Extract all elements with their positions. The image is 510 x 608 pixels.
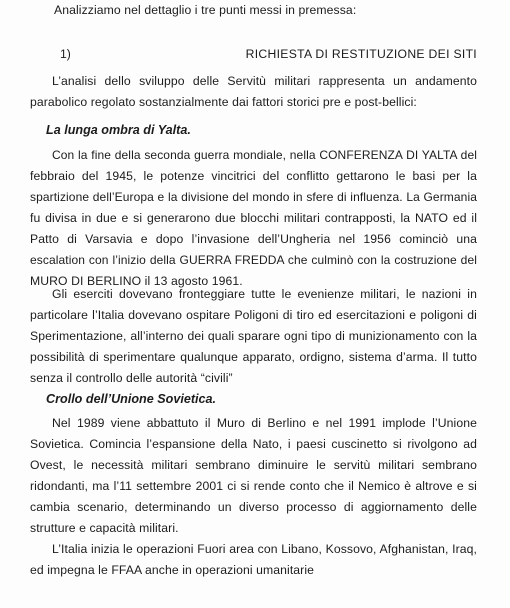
paragraph-line: fu divisa in due e si generarono due blocchi militari contrapposti, la NATO ed il [30, 211, 477, 225]
intro-line: Analizziamo nel dettaglio i tre punti messi in premessa: [54, 3, 357, 17]
heading-yalta: La lunga ombra di Yalta. [46, 123, 191, 137]
paragraph-line: ridondanti, ma l’11 settembre 2001 ci si rende conto che il Nemico è altrove e si [30, 479, 477, 493]
paragraph-line: Sovietica. Comincia l’espansione della Nato, i paesi cuscinetto si rivolgono ad [30, 437, 477, 451]
paragraph-line: possibilità di sperimentare qualunque apparato, ordigno, sistema d’arma. Il tutto [30, 350, 477, 364]
paragraph-soviet-collapse [30, 413, 477, 539]
paragraph-line: senza il controllo delle autorità “civili” [30, 371, 233, 385]
paragraph-yalta [30, 145, 477, 292]
heading-soviet-collapse: Crollo dell’Unione Sovietica. [46, 392, 217, 406]
paragraph-line: ed impegna le FFAA anche in operazioni umanitarie [30, 563, 315, 577]
paragraph-line: L’Italia inizia le operazioni Fuori area con Libano, Kossovo, Afghanistan, Iraq, [52, 542, 477, 556]
paragraph-line: Patto di Varsavia e dopo l’invasione dell’Ungheria nel 1956 cominciò una [30, 232, 477, 246]
paragraph-line: cambia scenario, determinando un diverso processo di aggiornamento delle [30, 500, 477, 514]
paragraph-line: escalation con l’inizio della GUERRA FREDDA che culminò con la costruzione del [30, 253, 477, 267]
paragraph-line: spartizione dell’Europa e la divisione del mondo in sfere di influenza. La Germania [30, 190, 477, 204]
paragraph-line: MURO DI BERLINO il 13 agosto 1961. [30, 274, 243, 288]
intro-text [54, 0, 474, 21]
paragraph-line: febbraio del 1945, le potenze vincitrici del conflitto gettarono le basi per la [30, 169, 477, 183]
paragraph-analysis [30, 71, 477, 113]
section-title: RICHIESTA DI RESTITUZIONE DEI SITI [245, 47, 477, 61]
paragraph-line: Nel 1989 viene abbattuto il Muro di Berlino e nel 1991 implode l’Unione [52, 416, 477, 430]
paragraph-line: particolare l’Italia dovevano ospitare Poligoni di tiro ed esercitazioni e poligoni di [30, 308, 477, 322]
paragraph-line: Sperimentazione, all’interno dei quali sparare ogni tipo di munizionamento con la [30, 329, 477, 343]
section-number: 1) [60, 47, 71, 61]
paragraph-line: L’analisi dello sviluppo delle Servitù militari rappresenta un andamento [52, 74, 477, 88]
paragraph-line: strutture e capacità militari. [30, 521, 179, 535]
paragraph-line: parabolico regolato sostanzialmente dai fattori storici pre e post-bellici: [30, 95, 417, 109]
paragraph-armies [30, 284, 477, 389]
paragraph-italy-operations [30, 539, 477, 581]
paragraph-line: Con la fine della seconda guerra mondiale, nella CONFERENZA DI YALTA del [52, 148, 477, 162]
paragraph-line: Gli eserciti dovevano fronteggiare tutte le evenienze militari, le nazioni in [52, 287, 477, 301]
paragraph-line: Ovest, le necessità militari sembrano diminuire le servitù militari sembrano [30, 458, 477, 472]
